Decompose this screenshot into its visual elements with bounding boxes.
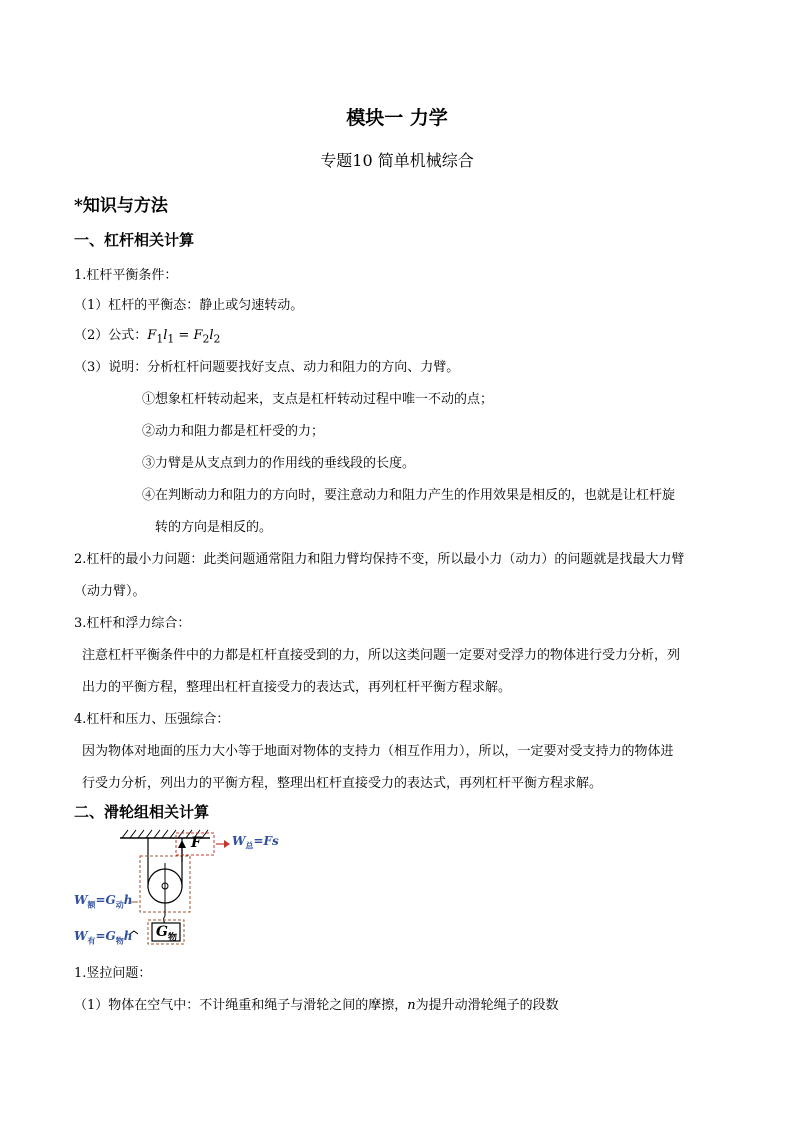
extra-work-mid: =G: [95, 893, 116, 907]
useful-work-label: [74, 929, 133, 946]
formula-sub3: 2: [202, 332, 210, 346]
total-work-sub: 总: [245, 840, 254, 851]
extra-work-w: W: [74, 893, 88, 907]
extra-work-sub2: 动: [115, 899, 124, 910]
useful-work-mid: =G: [95, 929, 116, 943]
lever-formula-prefix: （2）公式：: [74, 328, 148, 343]
lever-note-3: ③力臂是从支点到力的作用线的垂线段的长度。: [142, 456, 416, 471]
total-work-rest: =Fs: [253, 834, 279, 848]
part2-heading: 二、滑轮组相关计算: [74, 803, 210, 821]
pressure-title: 4.杠杆和压力、压强综合：: [74, 712, 230, 727]
page-title: 模块一 力学: [346, 107, 448, 129]
section-heading: *知识与方法: [74, 196, 168, 216]
pressure-line2: 行受力分析，列出力的平衡方程，整理出杠杆直接受力的表达式，再列杠杆平衡方程求解。: [82, 776, 603, 791]
formula-F1: F: [147, 328, 157, 343]
in-air-suffix: 为提升动滑轮绳子的段数: [415, 998, 559, 1013]
lever-note-4: ④在判断动力和阻力的方向时，要注意动力和阻力产生的作用效果是相反的，也就是让杠杆旋: [142, 488, 676, 503]
buoyancy-title: 3.杠杆和浮力综合：: [74, 616, 191, 631]
total-work-arrowhead: [224, 840, 230, 848]
in-air-line: [74, 994, 559, 1013]
formula-l1: l: [163, 328, 168, 343]
pull-arrowhead: [178, 840, 186, 848]
useful-work-sub: 有: [87, 935, 96, 946]
formula-l2: l: [209, 328, 214, 343]
weight-sub: 物: [167, 932, 177, 943]
formula-eq: =: [174, 328, 194, 343]
formula-sub4: 2: [213, 332, 221, 346]
formula-sub2: 1: [167, 332, 175, 346]
in-air-var: n: [407, 998, 416, 1013]
weight-g: G: [156, 924, 168, 940]
min-force-line2: （动力臂）。: [74, 584, 146, 599]
part1-heading: 一、杠杆相关计算: [74, 231, 195, 249]
extra-work-rest: h: [123, 893, 133, 907]
buoyancy-line2: 出力的平衡方程，整理出杠杆直接受力的表达式，再列杠杆平衡方程求解。: [82, 680, 512, 695]
in-air-prefix: （1）物体在空气中：不计绳重和绳子与滑轮之间的摩擦，: [74, 998, 408, 1013]
lever-formula-line: [74, 324, 220, 346]
lever-note-1: ①想象杠杆转动起来，支点是杠杆转动过程中唯一不动的点；: [142, 392, 494, 407]
force-label: F: [191, 835, 201, 851]
formula-F2: F: [193, 328, 203, 343]
page-subtitle: 专题10 简单机械综合: [320, 151, 474, 170]
useful-work-sub2: 物: [115, 935, 124, 946]
formula-sub1: 1: [156, 332, 164, 346]
total-work-w: W: [232, 834, 246, 848]
pressure-line1: 因为物体对地面的压力大小等于地面对物体的支持力（相互作用力），所以，一定要对受支持力的物体进: [82, 744, 674, 759]
lever-note-4-cont: 转的方向是相反的。: [155, 520, 273, 535]
lever-explanation: （3）说明：分析杠杆问题要找好支点、动力和阻力的方向、力臂。: [74, 360, 460, 375]
extra-work-sub: 额: [87, 899, 96, 910]
useful-work-rest: h: [123, 929, 133, 943]
lever-balance-title: 1.杠杆平衡条件：: [74, 268, 178, 283]
extra-work-label: [74, 893, 133, 910]
weight-label: [156, 924, 177, 943]
lever-note-2: ②动力和阻力都是杠杆受的力；: [142, 424, 325, 439]
useful-work-w: W: [74, 929, 88, 943]
min-force-line1: 2.杠杆的最小力问题：此类问题通常阻力和阻力臂均保持不变，所以最小力（动力）的问题就是找最大力臂: [74, 552, 685, 567]
total-work-label: [232, 834, 279, 851]
vertical-pull-title: 1.竖拉问题：: [74, 966, 152, 981]
buoyancy-line1: 注意杠杆平衡条件中的力都是杠杆直接受到的力，所以这类问题一定要对受浮力的物体进行受力分析，列: [82, 648, 681, 663]
lever-balance-state: （1）杠杆的平衡态：静止或匀速转动。: [74, 298, 304, 313]
